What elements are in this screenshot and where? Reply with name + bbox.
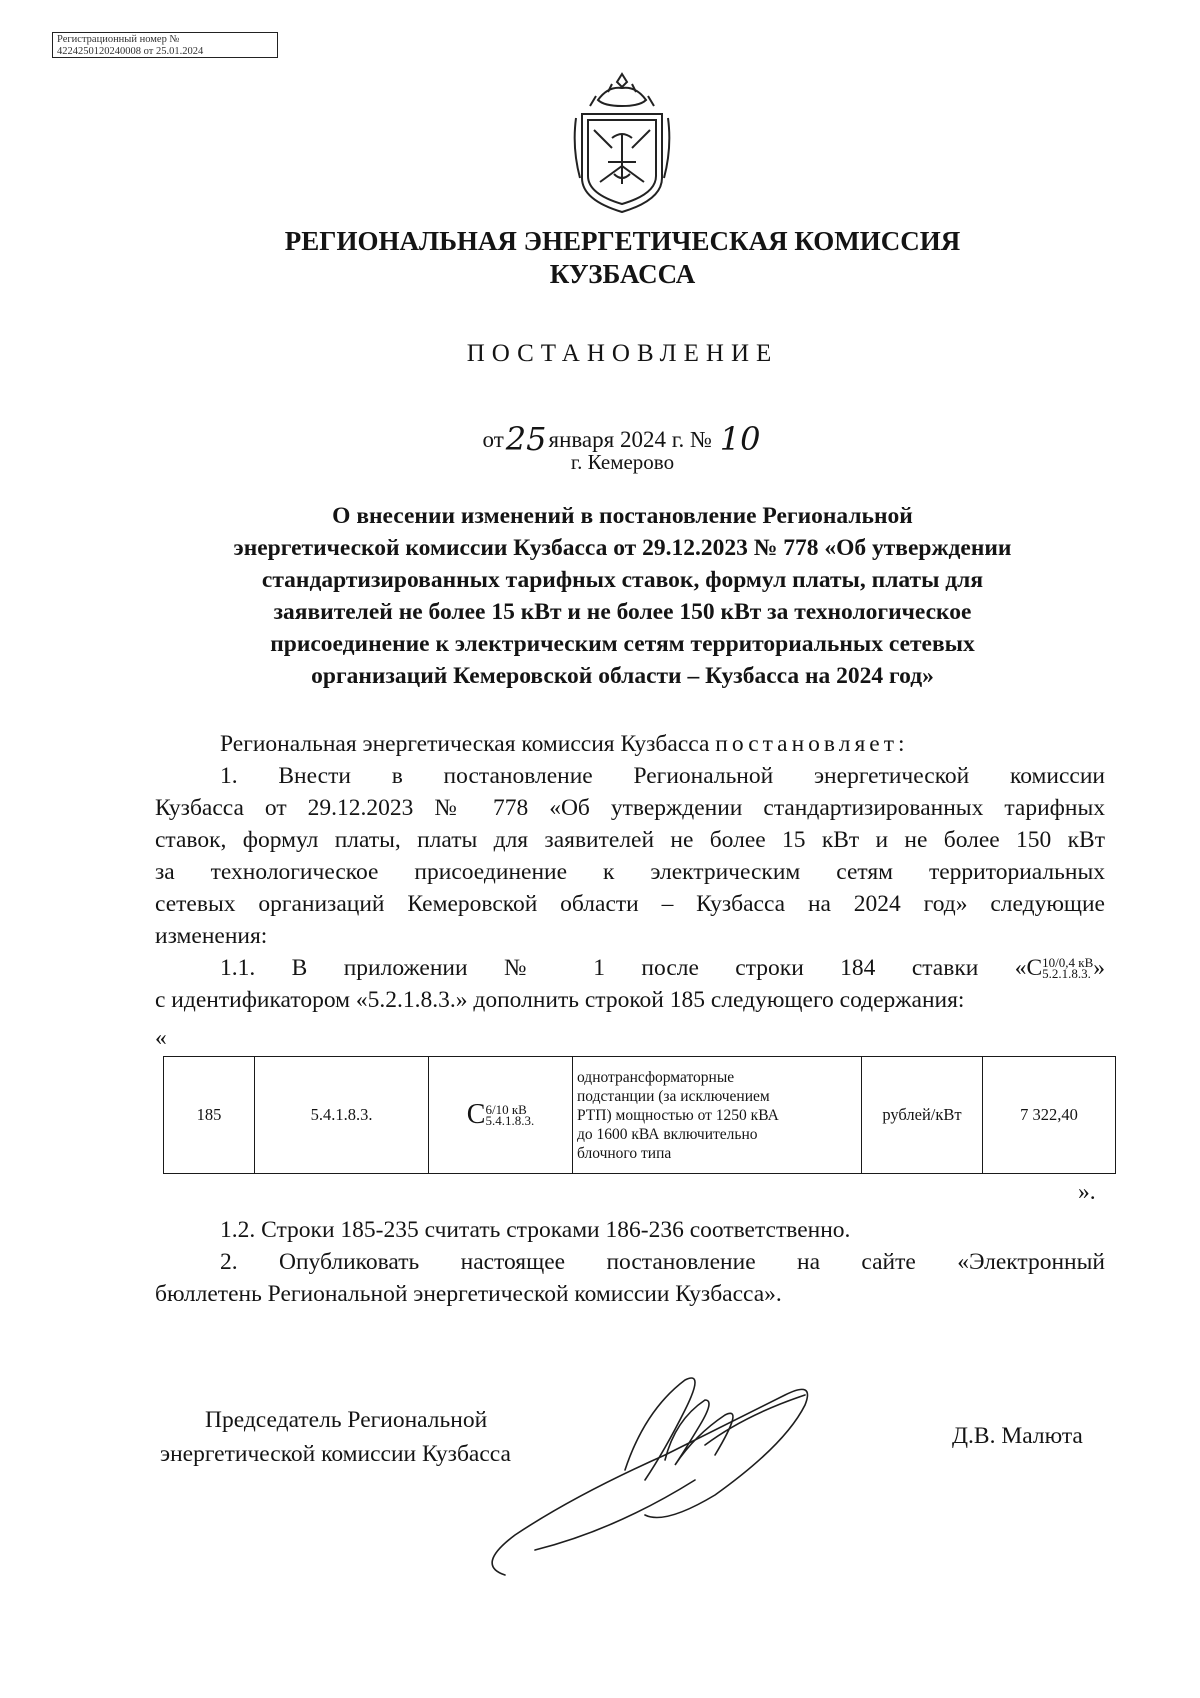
row-number-cell: 185 bbox=[164, 1057, 255, 1174]
handwritten-signature-icon bbox=[475, 1350, 855, 1580]
table-row bbox=[164, 1057, 1116, 1174]
paragraph-2-line2: бюллетень Региональной энергетической комиссии Кузбасса». bbox=[155, 1281, 782, 1307]
p11-rate-sup: 10/0,4 кВ bbox=[1042, 955, 1094, 970]
rate-sub: 5.4.1.8.3. bbox=[485, 1113, 535, 1129]
registration-stamp-line2: 4224250120240008 от 25.01.2024 bbox=[57, 46, 204, 57]
description-line: однотрансформаторные bbox=[577, 1068, 735, 1086]
p1-line: за технологическое присоединение к электрическим сетям территориальных bbox=[155, 859, 1105, 885]
date-day-handwritten: 25 bbox=[505, 420, 547, 458]
tariff-table-row bbox=[163, 1056, 1116, 1174]
description-line: РТП) мощностью от 1250 кВА bbox=[577, 1106, 779, 1124]
intro-paragraph bbox=[220, 728, 1080, 760]
identifier-cell: 5.4.1.8.3. bbox=[255, 1057, 429, 1174]
p11-rate-index bbox=[1042, 957, 1093, 979]
subject-line: стандартизированных тарифных ставок, формул платы, платы для bbox=[261, 567, 984, 593]
unit-cell: рублей/кВт bbox=[862, 1057, 983, 1174]
open-quote: « bbox=[155, 1025, 167, 1051]
rate-symbol-cell bbox=[429, 1057, 573, 1174]
p11-text: 1.1. В приложении № 1 после строки 184 ставки «C bbox=[220, 955, 1043, 981]
description-line: блочного типа bbox=[577, 1144, 672, 1162]
kuzbass-coat-of-arms-icon bbox=[568, 70, 676, 216]
paragraph-2-line1: 2. Опубликовать настоящее постановление на сайте «Электронный bbox=[220, 1249, 1105, 1275]
intro-text: Региональная энергетическая комиссия Кузбасса bbox=[220, 731, 710, 757]
date-prefix: от bbox=[482, 427, 504, 452]
page-title-line2: КУЗБАССА bbox=[549, 259, 696, 289]
rate-index bbox=[485, 1102, 535, 1129]
decree-number-handwritten: 10 bbox=[719, 420, 761, 458]
date-rest: января 2024 г. № bbox=[548, 427, 712, 452]
paragraph-1-2: 1.2. Строки 185-235 считать строками 186-236 соответственно. bbox=[220, 1217, 851, 1243]
registration-stamp bbox=[52, 32, 278, 58]
intro-resolves: постановляет: bbox=[715, 731, 909, 757]
subject-line: присоединение к электрическим сетям территориальных сетевых bbox=[270, 631, 975, 657]
decree-subject bbox=[165, 500, 1080, 692]
page-title-line1: РЕГИОНАЛЬНАЯ ЭНЕРГЕТИЧЕСКАЯ КОМИССИЯ bbox=[284, 226, 961, 256]
p11-line2: с идентификатором «5.2.1.8.3.» дополнить строкой 185 следующего содержания: bbox=[155, 987, 965, 1013]
subject-line: О внесении изменений в постановление Региональной bbox=[332, 503, 913, 529]
description-line: подстанции (за исключением bbox=[577, 1087, 770, 1105]
rate-sup: 6/10 кВ bbox=[485, 1102, 527, 1118]
description-line: до 1600 кВА включительно bbox=[577, 1125, 758, 1143]
p11-close: » bbox=[1093, 955, 1105, 981]
subject-line: заявителей не более 15 кВт и не более 150 кВт за технологическое bbox=[273, 599, 972, 625]
subject-line: организаций Кемеровской области – Кузбасса на 2024 год» bbox=[311, 663, 934, 689]
city: г. Кемерово bbox=[570, 450, 675, 474]
decree-heading: ПОСТАНОВЛЕНИЕ bbox=[466, 340, 779, 367]
signatory-name: Д.В. Малюта bbox=[952, 1423, 1083, 1449]
p11-line1 bbox=[220, 952, 1105, 984]
p1-line: сетевых организаций Кемеровской области – Кузбасса на 2024 год» следующие bbox=[155, 891, 1105, 917]
p1-line: Кузбасса от 29.12.2023 № 778 «Об утверждении стандартизированных тарифных bbox=[155, 795, 1105, 821]
subject-line: энергетической комиссии Кузбасса от 29.12.2023 № 778 «Об утверждении bbox=[233, 535, 1012, 561]
p1-line: ставок, формул платы, платы для заявителей не более 15 кВт и не более 150 кВт bbox=[155, 827, 1105, 853]
close-quote: ». bbox=[1078, 1179, 1096, 1205]
description-cell bbox=[573, 1057, 862, 1174]
p11-rate-sub: 5.2.1.8.3. bbox=[1042, 966, 1091, 981]
signatory-position-line1: Председатель Региональной bbox=[205, 1407, 488, 1433]
registration-stamp-line1: Регистрационный номер № bbox=[57, 34, 180, 45]
p1-line: изменения: bbox=[155, 923, 268, 949]
rate-symbol: C bbox=[466, 1099, 486, 1130]
p1-line: 1. Внести в постановление Региональной энергетической комиссии bbox=[220, 763, 1105, 789]
value-cell: 7 322,40 bbox=[983, 1057, 1116, 1174]
signatory-position-line2: энергетической комиссии Кузбасса bbox=[160, 1441, 511, 1467]
